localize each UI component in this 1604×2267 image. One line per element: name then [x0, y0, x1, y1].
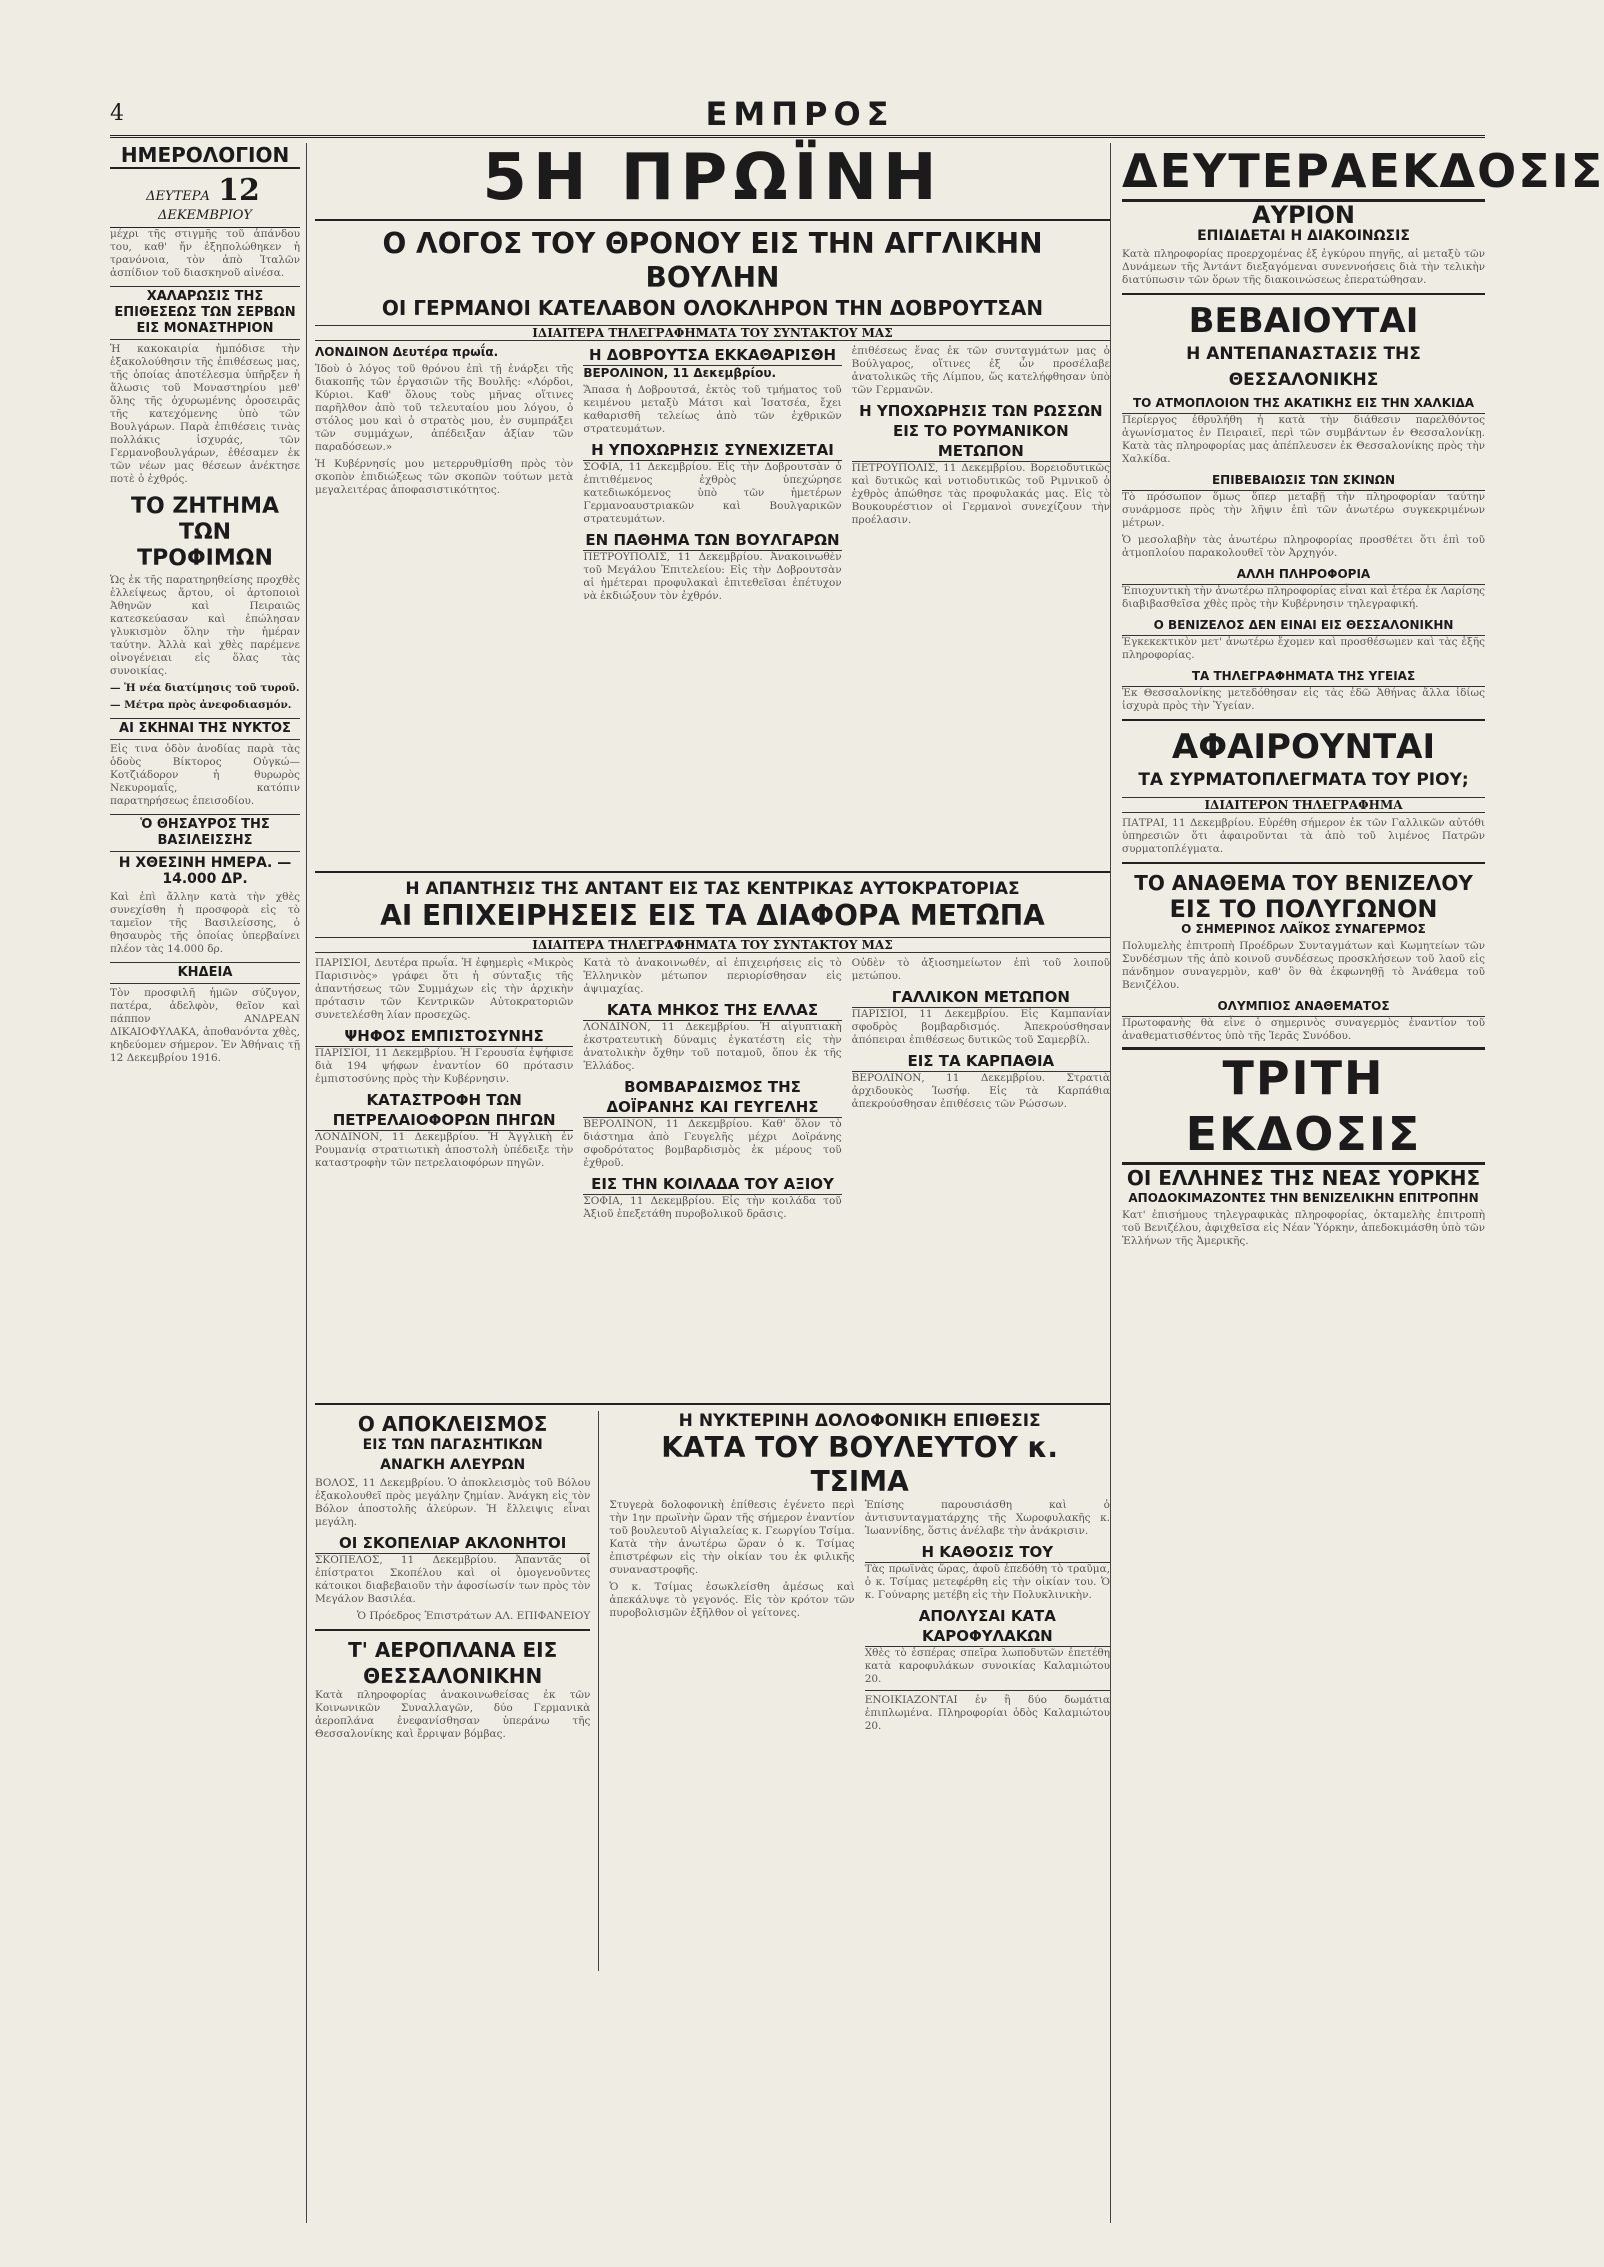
article-text: ΠΕΤΡΟΥΠΟΛΙΣ, 11 Δεκεμβρίου. Ἀνακοινωθὲν τοῦ Μεγάλου Ἐπιτελείου: Εἰς τὴν Δοβρουτσὰν αἱ ἡμέτεραι προφυλακαὶ ἐπιτεθεῖσαι ἐπέτυχον νὰ ἐκδιώξουν τὸν ἐχθρόν.: [583, 551, 842, 602]
story-title: Ο ΑΠΟΚΛΕΙΣΜΟΣ: [357, 1412, 548, 1436]
story-subtitle: ΤΟ ΑΤΜΟΠΛΟΙΟΝ ΤΗΣ ΑΚΑΤΙΚΗΣ ΕΙΣ ΤΗΝ ΧΑΛΚΙΔΑ: [1122, 393, 1485, 414]
diary-month: ΔΕΚΕΜΒΡΙΟΥ: [157, 208, 253, 223]
fronts-stories: [315, 957, 1110, 1397]
story-head: ΓΑΛΛΙΚΟΝ ΜΕΤΩΠΟΝ: [852, 987, 1110, 1008]
story-head: Η ΥΠΟΧΩΡΗΣΙΣ ΣΥΝΕΧΙΖΕΤΑΙ: [583, 440, 841, 461]
story-title: Τ' ΑΕΡΟΠΛΑΝΑ ΕΙΣ ΘΕΣΣΑΛΟΝΙΚΗΝ: [348, 1638, 558, 1688]
article-text: Ὁ κ. Τσίμας ἐσωκλείσθη ἀμέσως καὶ ἀπεκάλυψε τὸ γεγονός. Εἰς τὸν κρότον τῶν πυροβολισμῶν ἐξῆλθον οἱ γείτονες.: [609, 1581, 855, 1619]
top-stories: [315, 345, 1110, 865]
article-text: ΠΕΤΡΟΥΠΟΛΙΣ, 11 Δεκεμβρίου. Βορειοδυτικῶς καὶ δυτικῶς καὶ νοτιοδυτικῶς τοῦ Ριμνικοῦ ὁ ἐχθρὸς ἀπώθησε τὰς προφυλακάς μας. Εἰς τὸ Βουκουρέστιον οἱ Γερμανοὶ συνεχίζουν τὴν προέλασιν.: [851, 462, 1110, 526]
article-text: Κατὰ πληροφορίας ἀνακοινωθείσας ἐκ τῶν Κοινωνικῶν Συναλλαγῶν, δύο Γερμανικὰ ἀεροπλάνα ἐνεφανίσθησαν ὑπεράνω τῆς Θεσσαλονίκης καὶ ἔρριψαν βόμβας.: [315, 1689, 591, 1740]
story-banner: Η ΝΥΚΤΕΡΙΝΗ ΔΟΛΟΦΟΝΙΚΗ ΕΠΙΘΕΣΙΣ: [678, 1411, 1041, 1431]
article-text: Κατ' ἐπισήμους τηλεγραφικὰς πληροφορίας, ὀκταμελὴς ἐπιτροπὴ τοῦ Βενιζέλου, ἀφιχθεῖσα εἰς Νέαν Ὑόρκην, ἀπεδοκιμάσθη ὑπὸ τῶν Ἑλλήνων τῆς Ἀμερικῆς.: [1122, 1209, 1485, 1247]
article-text: Ἐκ Θεσσαλονίκης μετεδόθησαν εἰς τὰς ἐδῶ Ἀθήνας ἄλλα ἱδίως ἰσχυρὰ πρὸς τὴν Ὑγείαν.: [1122, 687, 1485, 712]
story-subtitle: ΤΑ ΣΥΡΜΑΤΟΠΛΕΓΜΑΤΑ ΤΟΥ ΡΙΟΥ;: [1138, 770, 1469, 790]
article-text: Κατὰ τὸ ἀνακοινωθέν, αἱ ἐπιχειρήσεις εἰς τὸ Ἑλληνικὸν μέτωπον περιορίσθησαν εἰς ἀψιμαχίας.: [583, 957, 842, 995]
article-text: Τὰς πρωϊνὰς ὥρας, ἀφοῦ ἐπεδόθη τὸ τραῦμα, ὁ κ. Τσίμας μετεφέρθη εἰς τὴν οἰκίαν του. Ὁ κ. Γούναρης μετέβη εἰς τὴν Πολυκλινικὴν.: [864, 1563, 1111, 1601]
article-text: Οὐδὲν τὸ ἀξιοσημείωτον ἐπὶ τοῦ λοιποῦ μετώπου.: [851, 957, 1110, 982]
story-title: ΒΕΒΑΙΟΥΤΑΙ: [1188, 301, 1419, 341]
story-headline: ΚΑΤΑ ΤΟΥ ΒΟΥΛΕΥΤΟΥ κ. ΤΣΙΜΑ: [661, 1431, 1059, 1498]
center-column: [315, 143, 1111, 2223]
article-text: Ἐπίσης παρουσιάσθη καὶ ὁ ἀντισυνταγματάρχης τῆς Χωροφυλακῆς κ. Ἰωαννίδης, ὅστις ἀνέλαβε τὴν ἀνάκρισιν.: [864, 1499, 1111, 1537]
article-text: Καὶ ἐπὶ ἄλλην κατὰ τὴν χθὲς συνεχίσθη ἡ προσφορὰ εἰς τὸ ταμεῖον τῆς Βασιλείσσης, ὁ θησαυρὸς τῆς ὁποίας ὑπερβαίνει πλέον τὰς 14.000 δρ.: [110, 891, 300, 955]
story-head: Η ΚΑΘΟΣΙΣ ΤΟΥ: [865, 1542, 1110, 1563]
second-edition-banner: ΔΕΥΤΕΡΑΕΚΔΟΣΙΣ: [1122, 143, 1485, 202]
story-head: ΕΙΣ ΤΗΝ ΚΟΙΛΑΔΑ ΤΟΥ ΑΞΙΟΥ: [583, 1174, 841, 1195]
right-column: [1122, 143, 1604, 2223]
section-title: ΑΙ ΣΚΗΝΑΙ ΤΗΣ ΝΥΚΤΟΣ: [110, 718, 300, 740]
diary-title: ΗΜΕΡΟΛΟΓΙΟΝ: [110, 143, 300, 169]
article-text: ΒΟΛΟΣ, 11 Δεκεμβρίου. Ὁ ἀποκλεισμὸς τοῦ Βόλου ἐξακολουθεῖ πρὸς μεγάλην ζημίαν. Ἀνάγκη εἰς τὸν Βόλον ἀποστολῆς ἀλεύρων. Ἡ ἔλλειψις εἶναι μεγάλη.: [315, 1477, 591, 1528]
story-head: ΑΛΛΗ ΠΛΗΡΟΦΟΡΙΑ: [1122, 564, 1485, 585]
left-column: [110, 143, 307, 2223]
article-text: ΣΟΦΙΑ, 11 Δεκεμβρίου. Εἰς τὴν Δοβρουτσὰν ὁ ἐπιτιθέμενος ἐχθρὸς ὑπεχώρησε κατεδιωκόμενος ὑπὸ τῶν ἡμετέρων Γερμανοαυστριακῶν καὶ Βουλγαρικῶν στρατευμάτων.: [583, 461, 842, 525]
article-text: Κατὰ πληροφορίας προερχομένας ἐξ ἐγκύρου πηγῆς, αἱ μεταξὺ τῶν Δυνάμεων τῆς Ἀντάντ διεξαγόμεναι συνεννοήσεις διὰ τὴν τελικὴν διατύπωσιν τῶν ὅρων τῆς διακοινώσεως ἐπερατώθησαν.: [1122, 248, 1485, 286]
story-greek-front: [583, 957, 841, 1397]
page-number: 4: [110, 101, 124, 126]
article-text: ΛΟΝΔΙΝΟΝ, 11 Δεκεμβρίου. Ἡ αἰγυπτιακὴ ἐκστρατευτικὴ δύναμις ἐγκατέστη εἰς τὴν ἀνατολικὴν ὄχθην τοῦ ποταμοῦ, ὅπου ἐκ τῆς Ἐλλάδος.: [583, 1021, 842, 1072]
story-russian-front: [852, 345, 1110, 865]
article-text: Πολυμελὴς ἐπιτροπὴ Προέδρων Συνταγμάτων καὶ Κωμητείων τῶν Συνδέσμων τῆς ἀπὸ κοινοῦ συνδέσεως προσκλήσεων τοῦ λαοῦ εἰς πάνδημον συναγερμὸν, καθ' ὃν θὰ ἐκφωνηθῇ τὸ Ἀνάθεμα τοῦ Βενιζέλου.: [1122, 940, 1485, 991]
story-london: [315, 345, 573, 865]
story-french-front: [852, 957, 1110, 1397]
article-text: ΠΑΡΙΣΙΟΙ, 11 Δεκεμβρίου. Ἡ Γερουσία ἐψήφισε διὰ 194 ψήφων ἐναντίον 60 πρότασιν ἐμπιστοσύνης πρὸς τὴν Κυβέρνησιν.: [315, 1047, 574, 1085]
story-head: ΤΑ ΤΗΛΕΓΡΑΦΗΜΑΤΑ ΤΗΣ ΥΓΕΙΑΣ: [1122, 666, 1485, 687]
article-text: Στυγερὰ δολοφονικὴ ἐπίθεσις ἐγένετο περὶ τὴν 1ην πρωϊνὴν ὥραν τῆς σήμερον ἐναντίον τοῦ βουλευτοῦ Αἰγιαλείας κ. Γεωργίου Τσίμα. Κατὰ τὴν ἀνωτέρω ὥραν ὁ κ. Τσίμας ἐπιστρέφων εἰς τὴν οἰκίαν του ἐκ φιλικῆς συναναστροφῆς.: [609, 1499, 855, 1576]
section-title: ΚΗΔΕΙΑ: [110, 962, 300, 984]
article-text: Ἐγκεκεκτικὸν μετ' ἀνωτέρω ἔχομεν καὶ προσθέσωμεν καὶ τὰς ἑξῆς πληροφορίας.: [1122, 636, 1485, 661]
diary-day: ΔΕΥΤΕΡΑ: [146, 189, 210, 204]
article-text: Εἰς τινα ὁδὸν ἀνοδίας παρὰ τὰς ὁδοὺς Βίκτορος Οὐγκώ—Κοτζιάδορον ἡ θυρωρὸς Νεκυρομαΐς, κατόπιν παρατηρήσεως ἐπεισοδίου.: [110, 743, 300, 807]
section-title: ΤΟ ΖΗΤΗΜΑ ΤΩΝ ΤΡΟΦΙΜΩΝ: [130, 494, 280, 571]
article-text: Χθὲς τὸ ἑσπέρας σπεῖρα λωποδυτῶν ἐπετέθη κατὰ καροφυλάκων συνοικίας Καλαμιώτου 20.: [864, 1647, 1111, 1685]
story-head: ΕΙΣ ΤΑ ΚΑΡΠΑΘΙΑ: [852, 1051, 1110, 1072]
classified-ad: ΕΝΟΙΚΙΑΖΟΝΤΑΙ ἐν ἢ δύο δωμάτια ἐπιπλωμένα. Πληροφορίαι ὁδὸς Καλαμιώτου 20.: [865, 1690, 1110, 1733]
third-edition-banner: ΤΡΙΤΗ ΕΚΔΟΣΙΣ: [1122, 1047, 1485, 1165]
article-text: Τὸ πρόσωπον ὅμως ὅπερ μεταβῇ τὴν πληροφορίαν ταύτην συνάρμοσε πρὸς τὴν λῆψιν ἐπὶ τῶν ἀνωτέρω συγκεκριμένων μέτρων.: [1122, 491, 1485, 529]
article-text: ΣΟΦΙΑ, 11 Δεκεμβρίου. Εἰς τὴν κοιλάδα τοῦ Ἀξιοῦ ἐπεξετάθη πυροβολικοῦ δρᾶσις.: [583, 1195, 842, 1220]
story-head: ΟΛΥΜΠΙΟΣ ΑΝΑΘΕΜΑΤΟΣ: [1122, 996, 1485, 1017]
entente-banner: Η ΑΠΑΝΤΗΣΙΣ ΤΗΣ ΑΝΤΑΝΤ ΕΙΣ ΤΑΣ ΚΕΝΤΡΙΚΑΣ ΑΥΤΟΚΡΑΤΟΡΙΑΣ: [405, 879, 1020, 899]
story-paris: [315, 957, 573, 1397]
story-subtitle: Η ΑΝΤΕΠΑΝΑΣΤΑΣΙΣ ΤΗΣ ΘΕΣΣΑΛΟΝΙΚΗΣ: [1186, 344, 1421, 390]
article-text: Ὁ μεσολαβὴν τὰς ἀνωτέρω πληροφορίας προσθέτει ὅτι ἐπὶ τοῦ ἀτμοπλοίου παρακολουθεῖ τὸν Ἀρχηγόν.: [1122, 534, 1485, 559]
article-text: ΠΑΡΙΣΙΟΙ, Δευτέρα πρωΐα. Ἡ ἐφημερὶς «Μικρὸς Παρισινὸς» γράφει ὅτι ἡ σύνταξις τῆς ἀπαντήσεως τῶν Συμμάχων εἰς τὴν ἀρχικὴν πρότασιν τῶν Κεντρικῶν Αὐτοκρατοριῶν συνετελέσθη λίαν προσεχῶς.: [315, 957, 574, 1021]
article-text: Ἡ κακοκαιρία ἠμπόδισε τὴν ἐξακολούθησιν τῆς ἐπιθέσεως μας, τῆς ὁποίας ἀποτέλεσμα ὑπῆρξεν ἡ ἅλωσις τοῦ Μοναστηρίου μεθ' ὅλης τῆς ὀχυρωμένης ὁροσειρᾶς τῆς κατεχόμενης ὑπὸ τῶν Βουλγάρων. Παρὰ ἐπιθέσεις τινὰς πολλάκις ἰσχυράς, τῶν Γερμανοβουλγάρων, ἐθέσαμεν ἐκ τῶν νέων μας θέσεων ἀνέκτησε ποτὲ ὁ ἐχθρός.: [110, 343, 300, 485]
article-text: Ἰδοὺ ὁ λόγος τοῦ θρόνου ἐπὶ τῇ ἐνάρξει τῆς διακοπῆς τῶν ἐργασιῶν τῆς Βουλῆς: «Λόρδοι, Κύριοι. Καθ' ὅλους τοὺς μῆνας οἵτινες παρῆλθον ἀπὸ τοῦ τελευταίου μου λόγου, ὁ στόλος μου καὶ ὁ στρατὸς μου, ἐν συμπράξει τῶν συμμάχων, ἀπέδειξαν ἀξίαν τῶν παραδόσεων.»: [315, 363, 574, 453]
wire-subhead: ΙΔΙΑΙΤΕΡΑ ΤΗΛΕΓΡΑΦΗΜΑΤΑ ΤΟΥ ΣΥΝΤΑΚΤΟΥ ΜΑΣ: [315, 937, 1110, 953]
newspaper-page: [110, 95, 1604, 2225]
diary-day-number: 12: [218, 173, 260, 208]
story-subtitle: ΑΝΑΓΚΗ ΑΛΕΥΡΩΝ: [380, 1457, 526, 1473]
bottom-stories: [315, 1411, 1110, 1971]
story-blockade: [315, 1411, 599, 1971]
story-subtitle: Ο ΣΗΜΕΡΙΝΟΣ ΛΑΪΚΟΣ ΣΥΝΑΓΕΡΜΟΣ: [1181, 922, 1426, 936]
article-text: ΠΑΤΡΑΙ, 11 Δεκεμβρίου. Εὑρέθη σήμερον ἐκ τῶν Γαλλικῶν αὐτόθι ὑπηρεσιῶν ὅτι ἀφαιροῦνται τὰ ἀπὸ τοῦ λιμένος Πατρῶν συρματοπλέγματα.: [1122, 817, 1485, 855]
story-head: Η ΥΠΟΧΩΡΗΣΙΣ ΤΩΝ ΡΩΣΣΩΝ ΕΙΣ ΤΟ ΡΟΥΜΑΝΙΚΟΝ ΜΕΤΩΠΟΝ: [852, 401, 1110, 462]
article-text: Πρωτοφανὴς θὰ εἶνε ὁ σημερινὸς συναγερμὸς ἐναντίον τοῦ ἀναθεματισθέντος ὑπὸ τῆς Ἱερᾶς Συνόδου.: [1122, 1017, 1485, 1042]
story-tsimas: [609, 1411, 1110, 1971]
signature: Ὁ Πρόεδρος Ἐπιστράτων ΑΛ. ΕΠΙΦΑΝΕΙΟΥ: [357, 1610, 591, 1622]
article-subhead: — Ἡ νέα διατίμησις τοῦ τυροῦ.: [110, 682, 300, 694]
story-head: ΚΑΤΑ ΜΗΚΟΣ ΤΗΣ ΕΛΛΑΣ: [583, 1000, 841, 1021]
article-text: Ἐπιοχυντικὴ τὴν ἀνωτέρω πληροφορίας εἶναι καὶ ἑτέρα ἐκ Λαρίσης διαβιβασθεῖσα χθὲς πρὸς τὴν Κυβέρνησιν τηλεγραφική.: [1122, 585, 1485, 610]
story-head: Η ΔΟΒΡΟΥΤΣΑ ΕΚΚΑΘΑΡΙΣΘΗ: [583, 345, 841, 366]
diary-date: [110, 169, 300, 228]
newspaper-title: ΕΜΠΡΟΣ: [705, 95, 895, 133]
story-subtitle: ΕΙΣ ΤΟ ΠΟΛΥΓΩΝΟΝ: [1169, 895, 1438, 923]
story-head: ΕΝ ΠΑΘΗΜΑ ΤΩΝ ΒΟΥΛΓΑΡΩΝ: [583, 530, 841, 551]
story-subtitle: ΕΙΣ ΤΩΝ ΠΑΓΑΣΗΤΙΚΩΝ: [362, 1437, 543, 1453]
article-text: ΒΕΡΟΛΙΝΟΝ, 11 Δεκεμβρίου. Καθ' ὅλον τὸ διάστημα ἀπὸ Γευγελῆς μέχρι Δοϊράνης σφοδρότατος βομβαρδισμὸς ἐκ μέρους τοῦ ἐχθροῦ.: [583, 1118, 842, 1169]
wire-subhead: ΙΔΙΑΙΤΕΡΑ ΤΗΛΕΓΡΑΦΗΜΑΤΑ ΤΟΥ ΣΥΝΤΑΚΤΟΥ ΜΑΣ: [315, 325, 1110, 341]
article-text: Ἡ Κυβέρνησίς μου μετερρυθμίσθη πρὸς τὸν σκοπὸν ἐπιδιώξεως τῶν σκοπῶν τούτων μετὰ μεγαλειτέρας ἀποφασιστικότητος.: [315, 458, 574, 496]
masthead: [110, 95, 1485, 138]
story-head: ΕΠΙΒΕΒΑΙΩΣΙΣ ΤΩΝ ΣΚΙΝΩΝ: [1122, 470, 1485, 491]
story-title: ΑΦΑΙΡΟΥΝΤΑΙ: [1171, 727, 1436, 767]
story-dobruja: [583, 345, 841, 865]
story-head: ΨΗΦΟΣ ΕΜΠΙΣΤΟΣΥΝΗΣ: [315, 1026, 573, 1047]
diary-text: μέχρι τῆς στιγμῆς τοῦ ἀπάνδου του, καθ' ἤν ἐξηπολώθηκεν ἡ τρανόνοια, τὸν ἀπὸ Ἰταλῶν ἀσπίδιον τοῦ διασκηνοῦ αἰνέσα.: [110, 228, 300, 279]
headline-dobruja: ΟΙ ΓΕΡΜΑΝΟΙ ΚΑΤΕΛΑΒΟΝ ΟΛΟΚΛΗΡΟΝ ΤΗΝ ΔΟΒΡΟΥΤΣΑΝ: [381, 296, 1044, 320]
article-text: ΠΑΡΙΣΙΟΙ, 11 Δεκεμβρίου. Εἰς Καμπανίαν σφοδρὸς βομβαρδισμός. Ἀπεκρούσθησαν ἀπόπειραι ἐπιθέσεως δυτικῶς τοῦ Σαμερβίλ.: [851, 1008, 1110, 1046]
article-subhead: — Μέτρα πρὸς ἀνεφοδιασμόν.: [110, 699, 292, 711]
headline-fronts: ΑΙ ΕΠΙΧΕΙΡΗΣΕΙΣ ΕΙΣ ΤΑ ΔΙΑΦΟΡΑ ΜΕΤΩΠΑ: [380, 899, 1045, 932]
wire-subhead: ΙΔΙΑΙΤΕΡΟΝ ΤΗΛΕΓΡΑΦΗΜΑ: [1122, 797, 1485, 813]
story-title: ΤΟ ΑΝΑΘΕΜΑ ΤΟΥ ΒΕΝΙΖΕΛΟΥ: [1134, 871, 1473, 895]
article-text: ΒΕΡΟΛΙΝΟΝ, 11 Δεκεμβρίου. Στρατιὰ ἀρχιδουκὸς Ἰωσήφ. Εἰς τὰ Καρπάθια ἀπεκρούσθησαν ἐπιθέσεις τῶν Ρώσσων.: [851, 1072, 1110, 1110]
section-title: ΧΑΛΑΡΩΣΙΣ ΤΗΣ ΕΠΙΘΕΣΕΩΣ ΤΩΝ ΣΕΡΒΩΝ ΕΙΣ ΜΟΝΑΣΤΗΡΙΟΝ: [110, 286, 300, 340]
story-subtitle: ΕΠΙΔΙΔΕΤΑΙ Η ΔΙΑΚΟΙΝΩΣΙΣ: [1197, 228, 1410, 244]
article-text: Τὸν προσφιλῆ ἡμῶν σύζυγον, πατέρα, ἀδελφὸν, θεῖον καὶ πάππον ΑΝΔΡΕΑΝ ΔΙΚΑΙΟΦΥΛΑΚΑ, ἀποθανόντα χθὲς, κηδεύομεν σήμερον. Ἐν Ἀθήναις τῇ 12 Δεκεμβρίου 1916.: [110, 987, 300, 1064]
story-subtitle: ΑΠΟΔΟΚΙΜΑΖΟΝΤΕΣ ΤΗΝ ΒΕΝΙΖΕΛΙΚΗΝ ΕΠΙΤΡΟΠΗΝ: [1128, 1191, 1479, 1205]
dateline: ΛΟΝΔΙΝΟΝ Δευτέρα πρωΐα.: [315, 345, 499, 359]
article-text: ἐπιθέσεως ἕνας ἐκ τῶν συνταγμάτων μας ὁ Βούλγαρος, οἵτινες ἐξ ὧν προσέλαβε ἀνατολικῶς τῆς Λίμπου, ὥς κατελήφθησαν ὑπὸ τῶν Γερμανῶν.: [851, 345, 1110, 396]
section-title: Ὁ ΘΗΣΑΥΡΟΣ ΤΗΣ ΒΑΣΙΛΕΙΣΣΗΣ: [110, 814, 300, 852]
dateline: ΒΕΡΟΛΙΝΟΝ, 11 Δεκεμβρίου.: [583, 366, 777, 380]
article-text: ΣΚΟΠΕΛΟΣ, 11 Δεκεμβρίου. Ἀπαντᾶς οἱ ἐπίστρατοι Σκοπέλου καὶ οἱ ὁμογενοῦντες κάτοικοι διαβεβαιοῦν τὴν ἀφοσίωσίν των πρὸς τὸν Μεγάλον Βασιλέα.: [315, 1554, 591, 1605]
story-head: ΒΟΜΒΑΡΔΙΣΜΟΣ ΤΗΣ ΔΟΪΡΑΝΗΣ ΚΑΙ ΓΕΥΓΕΛΗΣ: [583, 1077, 841, 1118]
article-text: Περίεργος ἐθρυλήθη ἡ κατὰ τὴν διάθεσιν παρελθόντος ἀγωνίσματος ἐν Πειραιεῖ, περὶ τῶν συμβάντων ἐν Θεσσαλονίκῃ. Κατὰ τὰς πληροφορίας μας ἀπέπλευσεν ἐκ Θεσσαλονίκης πρὸς τὴν Χαλκίδα.: [1122, 414, 1485, 465]
article-text: Ἅπασα ἡ Δοβρουτσά, ἐκτὸς τοῦ τμήματος τοῦ κειμένου μεταξὺ Μάτσι καὶ Ἰσατσέα, ἔχει καθαρισθῆ τελείως ἀπὸ τῶν ἐχθρικῶν στρατευμάτων.: [583, 384, 842, 435]
article-text: ΛΟΝΔΙΝΟΝ, 11 Δεκεμβρίου. Ἡ Ἀγγλικὴ ἐν Ρουμανίᾳ στρατιωτικὴ ἀποστολὴ ὑπέδειξε τὴν καταστροφὴν τῶν πετρελαιοφόρων πηγῶν.: [315, 1131, 574, 1169]
section-subtitle: Η ΧΘΕΣΙΝΗ ΗΜΕΡΑ. — 14.000 ΔΡ.: [118, 855, 292, 887]
story-title: ΟΙ ΕΛΛΗΝΕΣ ΤΗΣ ΝΕΑΣ ΥΟΡΚΗΣ: [1126, 1166, 1481, 1190]
story-head: ΑΠΟΛΥΣΑΙ ΚΑΤΑ ΚΑΡΟΦΥΛΑΚΩΝ: [865, 1606, 1110, 1647]
edition-banner: 5Η ΠΡΩΪΝΗ: [482, 141, 943, 215]
story-head: ΟΙ ΣΚΟΠΕΛΙΑΡ ΑΚΛΟΝΗΤΟΙ: [315, 1533, 590, 1554]
article-text: Ὡς ἐκ τῆς παρατηρηθείσης προχθὲς ἐλλείψεως ἄρτου, οἱ ἀρτοποιοὶ Ἀθηνῶν καὶ Πειραιῶς κατεσκεύασαν καὶ ἐπώλησαν γλυκισμὸν ὅλην τὴν ἡμέραν ταύτην. Ἀλλὰ καὶ χθὲς παρέμενε οἰνογένειαι εἰς ὅλας τὰς συνοικίας.: [110, 574, 300, 677]
story-head: Ο ΒΕΝΙΖΕΛΟΣ ΔΕΝ ΕΙΝΑΙ ΕΙΣ ΘΕΣΣΑΛΟΝΙΚΗΝ: [1122, 615, 1485, 636]
story-head: ΚΑΤΑΣΤΡΟΦΗ ΤΩΝ ΠΕΤΡΕΛΑΙΟΦΟΡΩΝ ΠΗΓΩΝ: [315, 1090, 573, 1131]
headline-throne-speech: Ο ΛΟΓΟΣ ΤΟΥ ΘΡΟΝΟΥ ΕΙΣ ΤΗΝ ΑΓΓΛΙΚΗΝ ΒΟΥΛΗΝ: [382, 227, 1043, 294]
story-title: ΑΥΡΙΟΝ: [1252, 201, 1355, 229]
